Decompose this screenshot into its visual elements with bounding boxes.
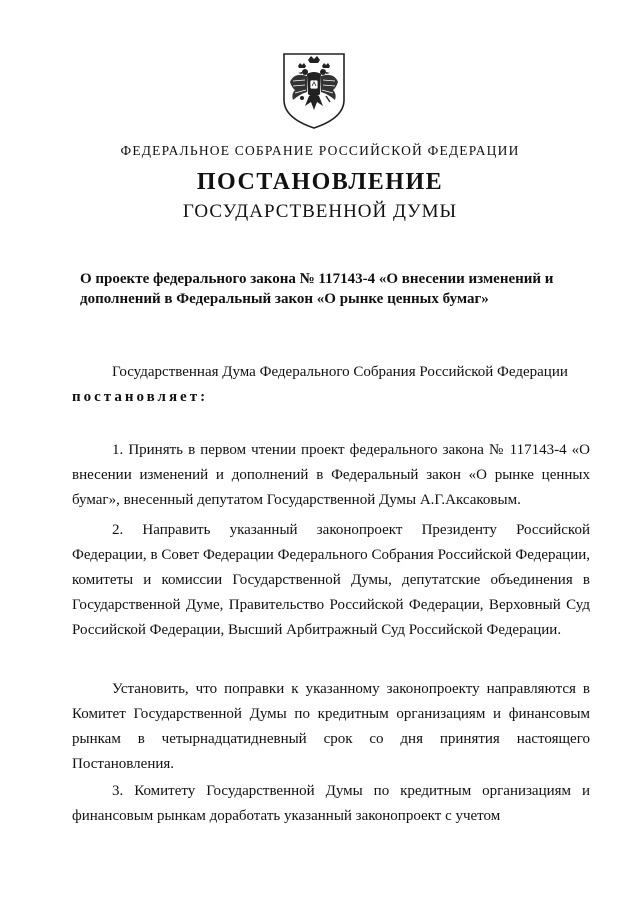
document-issuer: ГОСУДАРСТВЕННОЙ ДУМЫ [182, 201, 458, 222]
preamble-block [72, 360, 590, 410]
paragraph-2 [72, 518, 590, 643]
paragraph-2-amendments [72, 677, 590, 777]
organization-name: ФЕДЕРАЛЬНОЕ СОБРАНИЕ РОССИЙСКОЙ ФЕДЕРАЦИИ [120, 143, 520, 158]
paragraph-text: 3. Комитету Государственной Думы по кредитным организациям и финансовым рынкам доработать указанный законопроект с учетом [72, 783, 590, 824]
decides-word: постановляет: [72, 389, 209, 405]
preamble-text: Государственная Дума Федерального Собрания Российской Федерации [112, 364, 568, 380]
double-headed-eagle-icon [278, 50, 350, 130]
document-type-title: ПОСТАНОВЛЕНИЕ [196, 169, 444, 195]
paragraph-3 [72, 779, 590, 829]
document-subject: О проекте федерального закона № 117143-4 «О внесении изменений и дополнений в Федеральный закон «О рынке ценных бумаг» [80, 271, 554, 307]
paragraph-text: Установить, что поправки к указанному законопроекту направляются в Комитет Государственной Думы по кредитным организациям и финансовым рынкам в четырнадцатидневный срок со дня принятия настоящего Постановления. [72, 681, 590, 772]
coat-of-arms-emblem [278, 50, 350, 130]
paragraph-text: 1. Принять в первом чтении проект федерального закона № 117143-4 «О внесении изменений и дополнений в Федеральный закон «О рынке ценных бумаг», внесенный депутатом Государственной Думы А.Г.Аксаковым. [72, 442, 590, 508]
paragraph-1 [72, 438, 590, 513]
paragraph-text: 2. Направить указанный законопроект Президенту Российской Федерации, в Совет Федерации Федерального Собрания Российской Федерации, комитеты и комиссии Государственной Думы, депутатские объединения в Государственной Думе, Правительство Российской Федерации, Верховный Суд Российской Федерации, Высший Арбитражный Суд Российской Федерации. [72, 522, 590, 638]
decides-line [72, 385, 590, 410]
